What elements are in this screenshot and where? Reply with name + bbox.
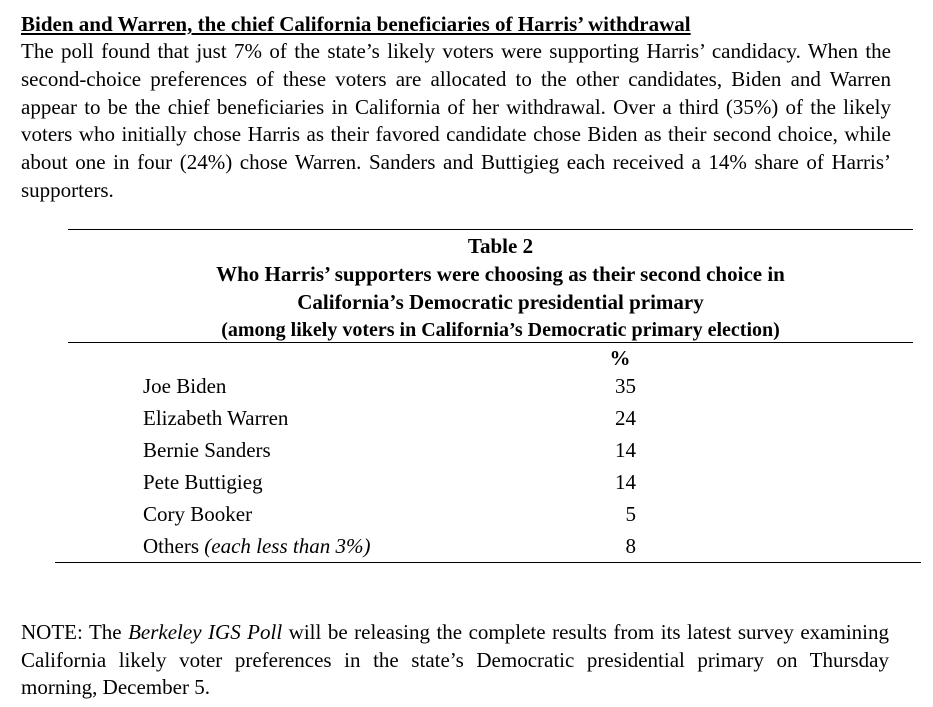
table-body — [0, 372, 933, 564]
table-label: Table 2 — [467, 234, 534, 258]
table-row — [0, 436, 933, 468]
candidate-name: Pete Buttigieg — [143, 470, 263, 494]
others-note: (each less than 3%) — [204, 534, 371, 558]
table-title-line-1: Who Harris’ supporters were choosing as their second choice in — [216, 262, 785, 286]
candidate-name: Elizabeth Warren — [143, 406, 289, 430]
table-row — [0, 532, 933, 564]
candidate-name — [143, 532, 370, 560]
candidate-percent: 8 — [625, 534, 636, 558]
candidate-percent: 35 — [615, 374, 636, 398]
percent-column-header: % — [609, 346, 631, 370]
table-subtitle: (among likely voters in California’s Democratic primary election) — [221, 319, 780, 341]
others-label: Others — [143, 534, 205, 558]
poll-name: Berkeley IGS Poll — [128, 620, 283, 644]
table-title-line-2: California’s Democratic presidential primary — [297, 290, 704, 314]
note-paragraph — [21, 619, 889, 702]
section-heading: Biden and Warren, the chief California beneficiaries of Harris’ withdrawal — [21, 12, 691, 36]
table-row — [0, 372, 933, 404]
candidate-name: Bernie Sanders — [143, 438, 271, 462]
table-bottom-rule — [55, 562, 921, 563]
table-row — [0, 468, 933, 500]
candidate-percent: 24 — [615, 406, 636, 430]
candidate-percent: 5 — [625, 502, 636, 526]
note-prefix: NOTE: The — [21, 620, 129, 644]
note-suffix: will be releasing the complete results from its latest survey examining California likely voter preferences in the state’s Democratic presidential primary on Thursday morning, December 5. — [21, 620, 889, 699]
table-title-block — [68, 232, 933, 344]
candidate-percent: 14 — [615, 438, 636, 462]
body-paragraph: The poll found that just 7% of the state’s likely voters were supporting Harris’ candidacy. When the second-choice preferences of these voters are allocated to the other candidates, Biden and Warren appear to be the chief beneficiaries in California of her withdrawal. Over a third (35%) of the likely voters who initially chose Harris as their favored candidate chose Biden as their second choice, while about one in four (24%) chose Warren. Sanders and Buttigieg each received a 14% share of Harris’ supporters. — [21, 39, 891, 202]
candidate-percent: 14 — [615, 470, 636, 494]
table-row — [0, 500, 933, 532]
candidate-name: Cory Booker — [143, 502, 253, 526]
candidate-name: Joe Biden — [143, 374, 227, 398]
table-top-rule — [68, 229, 913, 230]
table-header-rule — [68, 342, 913, 343]
table-row — [0, 404, 933, 436]
